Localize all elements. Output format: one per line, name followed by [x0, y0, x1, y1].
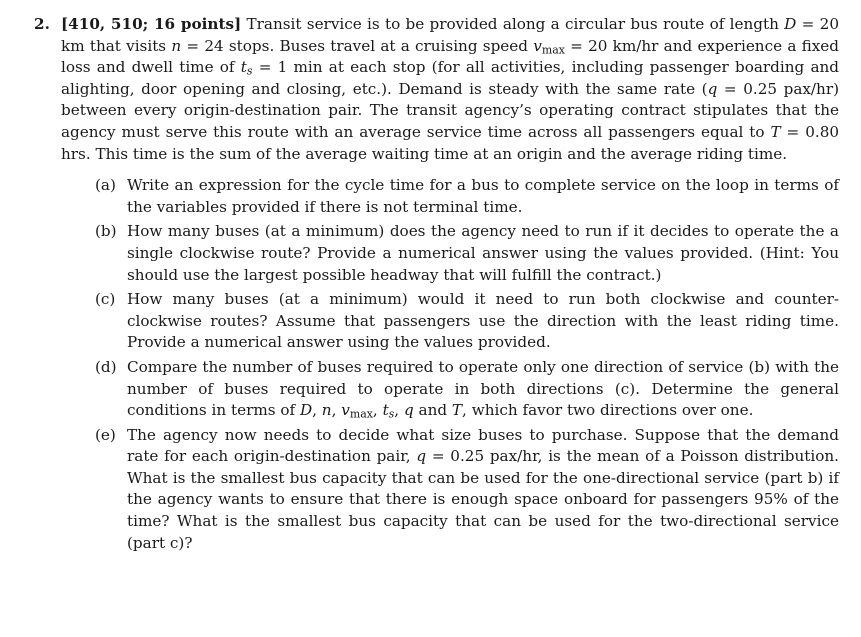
var-D: D	[784, 15, 797, 33]
var-T: T	[451, 401, 463, 420]
part-label: (d)	[95, 357, 117, 376]
problem-points: [410, 510; 16 points]	[61, 15, 242, 33]
intro-text: = 1 min at each stop (for all activities, including passenger boarding and alighting, door opening and closing, etc.). Demand is steady with the same rate (	[61, 58, 840, 98]
var-T: T	[770, 122, 781, 141]
part-text: Compare the number of buses required to operate only one direction of service (b) with the number of buses required to operate in both directions (c). Determine the general conditions in terms of	[127, 357, 839, 420]
var-t-subscript: s	[388, 407, 395, 421]
problem-intro	[61, 14, 839, 165]
var-D: D	[299, 401, 313, 420]
part-label: (a)	[95, 176, 116, 195]
part-c	[95, 289, 839, 354]
separator: ,	[331, 401, 337, 420]
problem-number: 2.	[34, 15, 50, 33]
intro-text: = 20 km/hr and experience a fixed loss and dwell time of	[61, 36, 840, 77]
part-d	[95, 357, 839, 422]
problem-2	[34, 14, 839, 554]
parts-list	[61, 175, 839, 554]
part-e	[95, 425, 839, 555]
var-t: t	[240, 58, 247, 77]
intro-text: = 20 km that visits	[61, 15, 840, 55]
part-text: How many buses (at a minimum) would it need to run both clockwise and counter-clockwise routes? Assume that passengers use the direction with the least riding time. Provide a numerical answer using the values provided.	[127, 290, 839, 352]
part-text: Write an expression for the cycle time for a bus to complete service on the loop in terms of the variables provided if there is not terminal time.	[127, 176, 839, 216]
part-a	[95, 175, 839, 218]
separator: ,	[394, 401, 400, 420]
var-q: q	[403, 401, 414, 420]
intro-text: = 0.80 hrs. This time is the sum of the average waiting time at an origin and the average riding time.	[61, 122, 840, 163]
var-q: q	[707, 79, 718, 98]
var-v: v	[341, 401, 350, 420]
part-text: How many buses (at a minimum) does the agency need to run if it decides to operate the a single clockwise route? Provide a numerical answer using the values provided. (Hint: You should use the largest possible headway that will fulfill the contract.)	[127, 222, 839, 284]
var-n: n	[171, 36, 182, 55]
part-label: (e)	[95, 425, 116, 444]
var-q: q	[416, 447, 427, 466]
part-label: (c)	[95, 290, 116, 309]
part-text: = 0.25 pax/hr, is the mean of a Poisson distribution. What is the smallest bus capacity that can be used for the one-directional service (part b) if the agency wants to ensure that there is enough space onboard for passengers 95% of the time? What is the smallest bus capacity that can be used for the two-directional service (part c)?	[127, 447, 840, 552]
var-t-subscript: s	[246, 64, 253, 78]
separator: ,	[312, 401, 317, 420]
separator: ,	[372, 401, 378, 420]
var-v: v	[533, 36, 542, 55]
intro-text: = 24 stops. Buses travel at a cruising speed	[186, 36, 529, 55]
var-t: t	[382, 401, 389, 420]
part-label: (b)	[95, 222, 117, 241]
separator: and	[418, 401, 448, 420]
var-n: n	[321, 401, 332, 420]
part-text: , which favor two directions over one.	[462, 401, 754, 420]
part-text: The agency now needs to decide what size buses to purchase. Suppose that the demand rate for each origin-destination pair,	[127, 425, 839, 466]
intro-text: Transit service is to be provided along a circular bus route of length	[246, 15, 779, 33]
var-v-subscript: max	[349, 407, 373, 421]
part-b	[95, 221, 839, 286]
var-v-subscript: max	[541, 43, 565, 57]
intro-text: = 0.25 pax/hr) between every origin-destination pair. The transit agency’s operating contract stipulates that the agency must serve this route with an average service time across all passengers equal to	[61, 79, 840, 141]
